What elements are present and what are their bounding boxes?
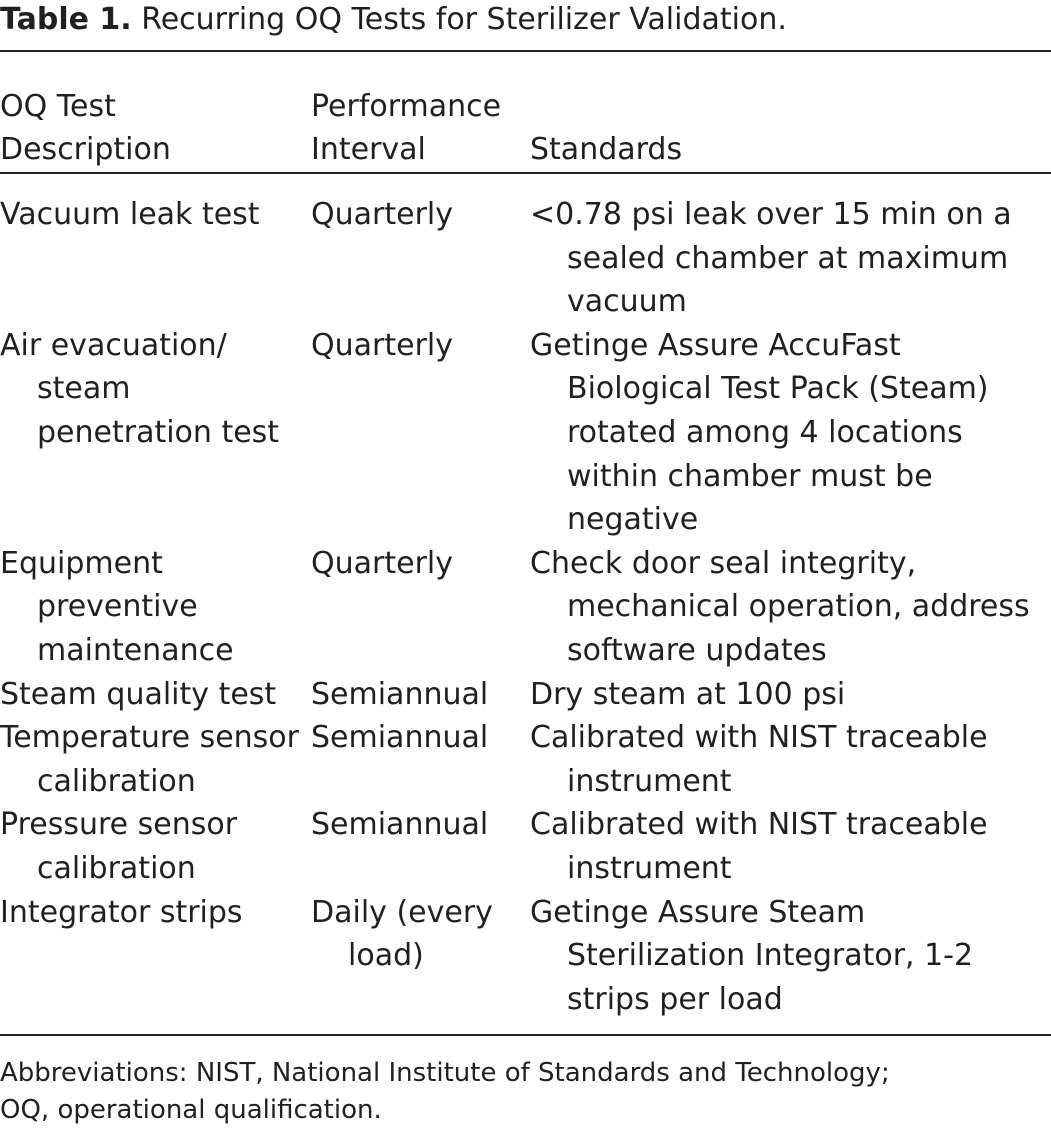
cell-test: Pressure sensor calibration [0, 807, 238, 886]
table-row [0, 803, 1051, 890]
cell-interval: Semiannual [311, 676, 489, 712]
cell-interval: Quarterly [311, 197, 453, 232]
table-body [0, 193, 1051, 1021]
header-performance-interval [311, 85, 530, 172]
header-line: Interval [311, 132, 426, 168]
table-header [0, 70, 1051, 172]
table-row [0, 716, 1051, 803]
cell-standards: Dry steam at 100 psi [530, 676, 846, 712]
header-row [0, 70, 1051, 172]
header-rule [0, 172, 1051, 174]
cell-test: Equipment preventive maintenance [0, 545, 234, 668]
cell-standards: Getinge Assure Steam Sterilization Integrator, 1-2 strips per load [530, 894, 974, 1017]
footnote-line: OQ, operational qualification. [0, 1095, 382, 1125]
cell-interval: Semiannual [311, 807, 489, 843]
table-row [0, 542, 1051, 673]
cell-test: Steam quality test [0, 676, 277, 712]
table-number: Table 1. [0, 2, 132, 37]
table-row [0, 324, 1051, 542]
table-title [0, 0, 787, 44]
header-line: OQ Test [0, 88, 116, 124]
header-test-description [0, 85, 311, 172]
cell-interval: Semiannual [311, 720, 489, 756]
cell-test: Vacuum leak test [0, 197, 260, 232]
table-caption: Recurring OQ Tests for Sterilizer Validation. [141, 2, 787, 37]
cell-interval: Daily (every load) [311, 894, 493, 974]
cell-standards: <0.78 psi leak over 15 min on a sealed chamber at maximum vacuum [530, 197, 1012, 320]
cell-standards: Check door seal integrity, mechanical operation, address software updates [530, 545, 1030, 668]
cell-test: Air evacuation/ steam penetration test [0, 327, 280, 450]
top-rule [0, 50, 1051, 52]
cell-interval: Quarterly [311, 545, 453, 581]
table-row [0, 891, 1051, 1022]
footnote-line: Abbreviations: NIST, National Institute of Standards and Technology; [0, 1058, 890, 1088]
header-line: Standards [530, 132, 683, 168]
cell-standards: Calibrated with NIST traceable instrument [530, 807, 988, 886]
table-footnote [0, 1055, 1051, 1129]
cell-interval: Quarterly [311, 327, 453, 363]
header-line: Performance [311, 88, 502, 124]
header-line: Description [0, 132, 171, 168]
cell-standards: Getinge Assure AccuFast Biological Test Pack (Steam) rotated among 4 locations within chamber must be negative [530, 327, 989, 538]
cell-test: Temperature sensor calibration [0, 720, 299, 799]
cell-test: Integrator strips [0, 894, 243, 930]
header-standards [530, 128, 1051, 172]
table-row [0, 673, 1051, 717]
cell-standards: Calibrated with NIST traceable instrument [530, 720, 988, 799]
bottom-rule [0, 1034, 1051, 1036]
table-row [0, 193, 1051, 324]
